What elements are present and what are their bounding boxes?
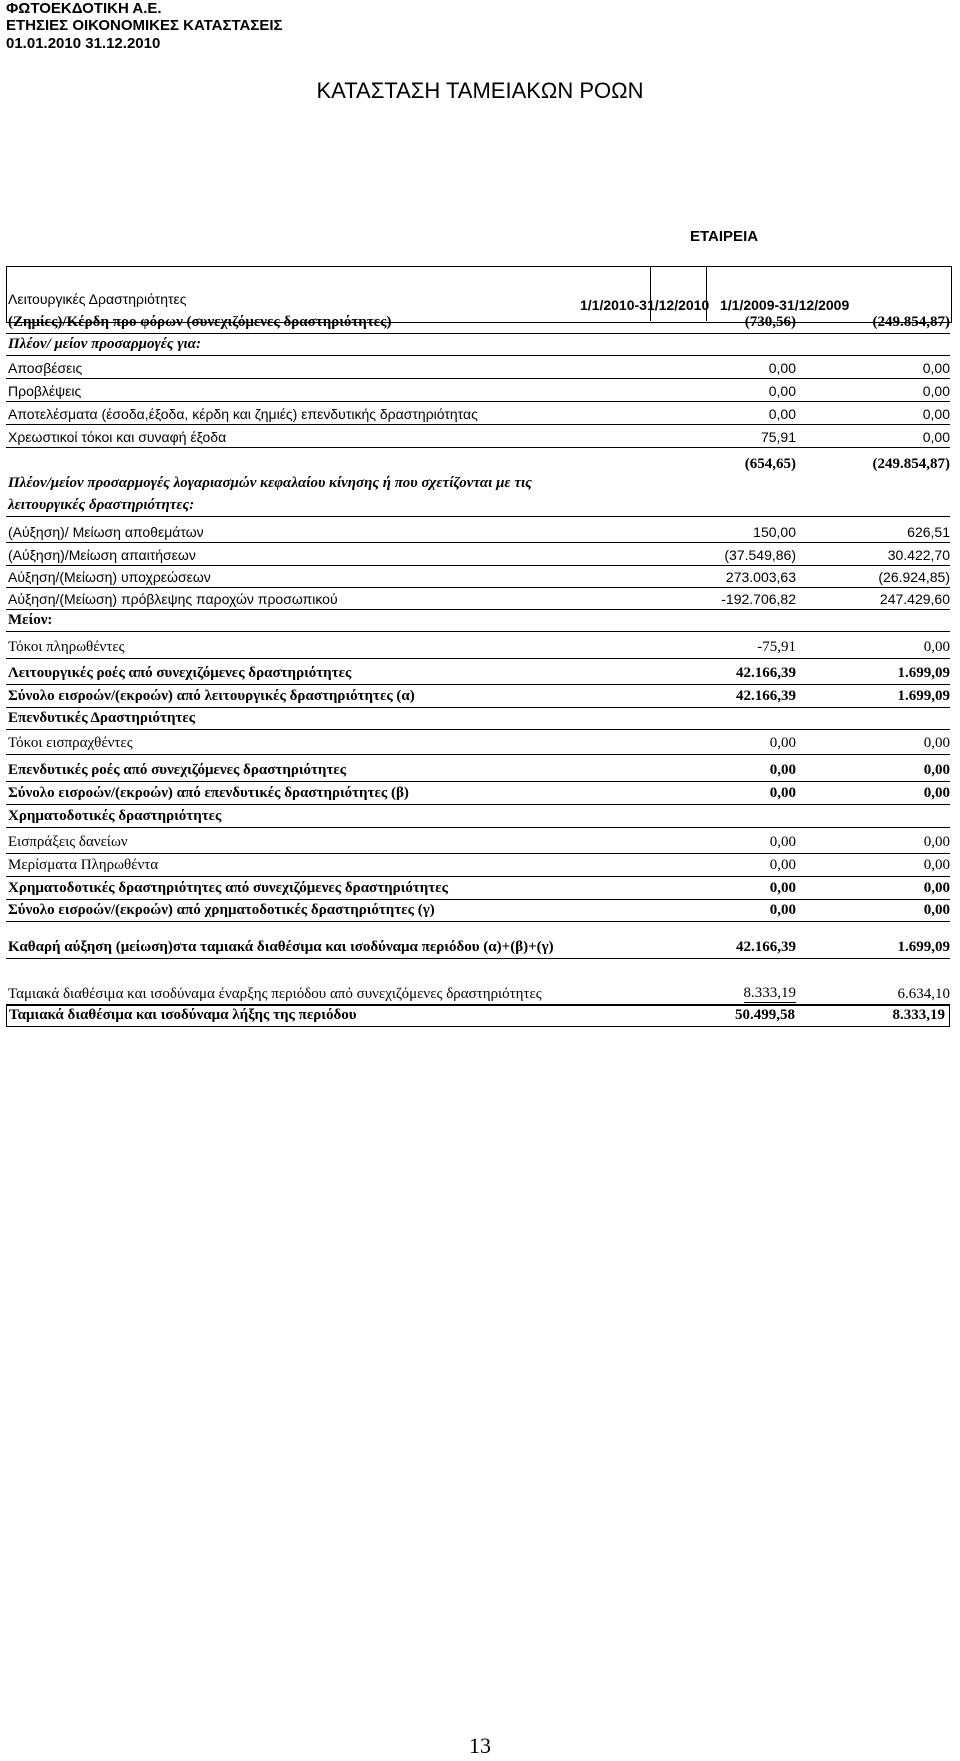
row-label: (Ζημίες)/Κέρδη προ φόρων (συνεχιζόμενες δραστηριότητες) [8,314,392,330]
row-label: Εισπράξεις δανείων [8,834,128,850]
row-label: Σύνολο εισροών/(εκροών) από λειτουργικές δραστηριότητες (α) [8,688,415,704]
table-row [6,565,950,588]
value-2009: 0,00 [923,762,950,778]
table-row [6,379,950,402]
row-label: (Αύξηση)/Μείωση απαιτήσεων [8,547,196,563]
value-2010: 42.166,39 [736,688,796,704]
row-label: Τόκοι πληρωθέντες [8,639,125,655]
value-2010: 0,00 [769,857,796,873]
table-row [6,707,950,730]
company-column-header: ΕΤΑΙΡΕΙΑ [690,228,759,245]
table-row [6,1004,950,1027]
row-label: Χρηματοδοτικές δραστηριότητες από συνεχιζόμενες δραστηριότητες [8,880,448,896]
table-row [6,782,950,805]
table-row [6,983,950,1006]
value-2009: (26.924,85) [878,569,950,585]
row-label: Χρηματοδοτικές δραστηριότητες [8,808,222,824]
value-2009: 0,00 [922,429,950,445]
value-2010: 42.166,39 [736,939,796,955]
value-2010: 0,00 [769,762,796,778]
value-2009: 0,00 [922,360,950,376]
value-2009: 0,00 [922,406,950,422]
table-row [6,636,950,659]
value-2009: 0,00 [923,639,950,655]
table-row [6,587,950,610]
row-label: Τόκοι εισπραχθέντες [8,735,133,751]
table-row [6,494,950,517]
value-2009: 0,00 [923,880,950,896]
table-row [6,877,950,900]
row-label: Σύνολο εισροών/(εκροών) από επενδυτικές δραστηριότητες (β) [8,785,409,801]
subtotal-2009: (249.854,87) [872,456,950,472]
row-label: Προβλέψεις [8,383,82,399]
value-2009: 1.699,09 [897,688,950,704]
table-row [6,472,950,494]
value-2010: 0,00 [768,360,796,376]
value-2010: 0,00 [768,406,796,422]
value-2009: 1.699,09 [897,665,950,681]
value-2010: 0,00 [769,880,796,896]
table-row [6,311,950,334]
row-label: Επενδυτικές ροές από συνεχιζόμενες δραστηριότητες [8,762,347,778]
period-2010-header: 1/1/2010-31/12/2010 [580,297,710,313]
table-row [6,333,950,356]
company-name: ΦΩΤΟΕΚΔΟΤΙΚΗ Α.Ε. [6,0,162,17]
value-2010: (37.549,86) [724,547,796,563]
value-2010: 0,00 [769,735,796,751]
row-label: Ταμιακά διαθέσιμα και ισοδύναμα λήξης της περιόδου [9,1007,357,1023]
table-row [6,759,950,782]
period-2009-header: 1/1/2009-31/12/2009 [720,297,850,313]
value-2009: 0,00 [922,383,950,399]
period-range: 01.01.2010 31.12.2010 [6,35,161,52]
value-2010: 0,00 [768,383,796,399]
table-row [6,662,950,685]
value-2009: 0,00 [923,857,950,873]
value-2010: 42.166,39 [736,665,796,681]
value-2009: 1.699,09 [897,939,950,955]
row-label: Πλέον/ μείον προσαρμογές για: [8,336,202,352]
table-row [6,543,950,566]
row-label: Ταμιακά διαθέσιμα και ισοδύναμα έναρξης περιόδου από συνεχιζόμενες δραστηριότητες [8,986,542,1002]
value-2010: 0,00 [769,834,796,850]
value-2010: 0,00 [769,785,796,801]
table-row [6,936,950,959]
value-2010: 273.003,63 [725,569,796,585]
value-2010: 8.333,19 [743,985,796,1001]
value-2010: (730,56) [744,314,796,330]
row-label: Χρεωστικοί τόκοι και συναφή έξοδα [8,429,227,445]
value-2009: 30.422,70 [887,547,950,563]
statements-title: ΕΤΗΣΙΕΣ ΟΙΚΟΝΟΜΙΚΕΣ ΚΑΤΑΣΤΑΣΕΙΣ [6,17,283,34]
row-label: Μερίσματα Πληρωθέντα [8,857,159,873]
value-2009: (249.854,87) [872,314,950,330]
table-row [6,899,950,922]
row-label: Αποσβέσεις [8,360,83,376]
table-row [6,520,950,543]
table-row [6,685,950,708]
value-2010: 150,00 [753,524,796,540]
value-2010: -192.706,82 [721,591,796,607]
row-label: Καθαρή αύξηση (μείωση)στα ταμιακά διαθέσιμα και ισοδύναμα περιόδου (α)+(β)+(γ) [8,939,554,955]
table-row [6,805,950,828]
table-row [6,287,950,309]
row-label: Λειτουργικές ροές από συνεχιζόμενες δραστηριότητες [8,665,352,681]
value-2010: 50.499,58 [735,1007,795,1023]
value-2009: 8.333,19 [892,1007,945,1023]
value-2009: 0,00 [923,785,950,801]
row-label: Αύξηση/(Μείωση) πρόβλεψης παροχών προσωπικού [8,591,338,607]
row-label: Λειτουργικές Δραστηριότητες [8,291,187,307]
row-label: Επενδυτικές Δραστηριότητες [8,710,196,726]
value-2010: 75,91 [760,429,796,445]
table-row [6,854,950,877]
row-label: Μείον: [8,612,53,628]
table-row [6,356,950,379]
table-row [6,831,950,854]
value-2010: -75,91 [757,639,796,655]
page-title: ΚΑΤΑΣΤΑΣΗ ΤΑΜΕΙΑΚΩΝ ΡΟΩΝ [316,78,644,103]
table-row [6,425,950,448]
row-label: (Αύξηση)/ Μείωση αποθεμάτων [8,524,204,540]
table-row [6,609,950,632]
subtotal-2010: (654,65) [744,456,796,472]
value-2009: 6.634,10 [897,986,950,1002]
table-row [6,732,950,755]
row-label: Πλέον/μείον προσαρμογές λογαριασμών κεφαλαίου κίνησης ή που σχετίζονται με τις [8,475,532,491]
value-2009: 247.429,60 [879,591,950,607]
value-2009: 626,51 [907,524,950,540]
value-2009: 0,00 [923,902,950,918]
value-2009: 0,00 [923,735,950,751]
row-label: Αποτελέσματα (έσοδα,έξοδα, κέρδη και ζημιές) επενδυτικής δραστηριότητας [8,406,478,422]
table-row [6,402,950,425]
row-label: Σύνολο εισροών/(εκροών) από χρηματοδοτικές δραστηριότητες (γ) [8,902,435,918]
row-label: Αύξηση/(Μείωση) υποχρεώσεων [8,569,211,585]
value-2010: 0,00 [769,902,796,918]
row-label: λειτουργικές δραστηριότητες: [8,497,195,513]
value-2009: 0,00 [923,834,950,850]
page-number: 13 [469,1733,491,1758]
